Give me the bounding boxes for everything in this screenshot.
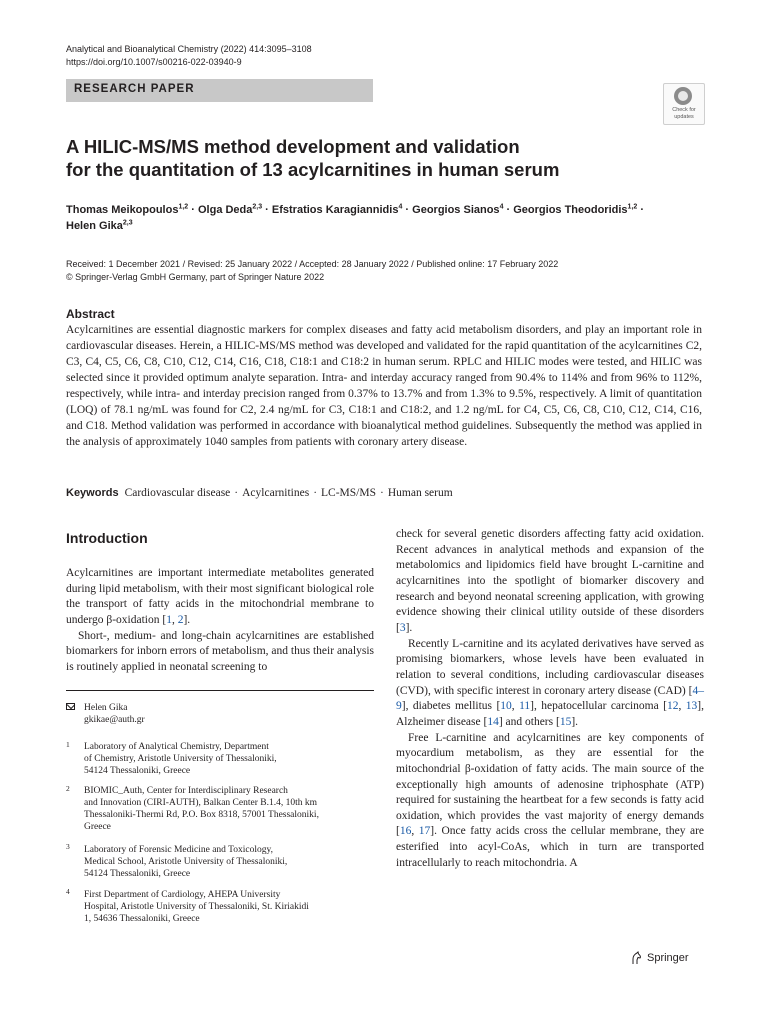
author-affiliation-sup: 2,3 — [122, 219, 133, 227]
paragraph: Free L-carnitine and acylcarnitines are key components of myocardium metabolism, as they are essential for the mitochondrial β-oxidation of fatty acids. The main source of the exceptionally high amounts of adenosine triphosphate (ATP) required for sustaining the heartbeat for a few seconds is fatty acid oxidation, which provides the vast majority of energy demands [16, 17]. Once fatty acids cross the cellular membrane, they are esterified into acyl-CoAs, which in turn are transported intracellularly to reach mitochondria. A — [396, 731, 705, 869]
article-type-band — [66, 79, 373, 102]
citation-link[interactable]: 10 — [500, 700, 512, 713]
author-affiliation-sup: 4 — [499, 203, 504, 211]
springer-horse-icon — [630, 951, 642, 965]
update-icon — [674, 87, 692, 105]
affiliation: First Department of Cardiology, AHEPA University Hospital, Aristotle University of Thessaloniki, St. Kiriakidi 1, 54636 Thessaloniki, Greece — [84, 890, 309, 924]
citation-link[interactable]: 4–9 — [396, 684, 704, 713]
author-affiliation-sup: 1,2 — [178, 203, 189, 211]
keyword: Cardiovascular disease — [124, 487, 231, 499]
author-affiliation-sup: 4 — [398, 203, 403, 211]
check-for-updates-text: Check for updates — [672, 107, 696, 120]
affiliation-number: 2 — [66, 784, 70, 793]
paragraph: Recently L-carnitine and its acylated derivatives have served as promising biomarkers, whose levels have been evaluated in relation to several conditions, including cardiovascular diseases (CVD), with specific interest in coronary artery disease (CAD) [4–9], diabetes mellitus [10, 11], hepatocellular carcinoma [12, 13], Alzheimer disease [14] and others [15]. — [396, 637, 704, 728]
paragraph: Short-, medium- and long-chain acylcarnitines are established biomarkers for inborn errors of metabolism, and thus their analysis is routinely applied in neonatal screening to — [66, 629, 374, 673]
intro-left-column — [66, 566, 374, 676]
keywords-label: Keywords — [66, 487, 119, 499]
citation-link[interactable]: 1 — [166, 613, 172, 626]
affiliation-number: 4 — [66, 887, 70, 896]
publication-dates — [66, 258, 706, 284]
citation-link[interactable]: 11 — [519, 700, 531, 713]
author-name: Georgios Theodoridis — [513, 204, 628, 216]
journal-citation — [66, 43, 312, 69]
check-for-updates-badge[interactable] — [663, 83, 705, 125]
introduction-heading: Introduction — [66, 530, 148, 546]
contact-name: Helen Gika — [84, 703, 128, 713]
abstract-heading: Abstract — [66, 307, 115, 321]
affiliation-number: 3 — [66, 842, 70, 851]
article-type-label: RESEARCH PAPER — [74, 83, 195, 95]
citation-link[interactable]: 12 — [666, 700, 679, 713]
contact-email[interactable]: gkikae@auth.gr — [84, 715, 145, 725]
affiliation: Laboratory of Analytical Chemistry, Department of Chemistry, Aristotle University of Thessaloniki, 54124 Thessaloniki, Greece — [84, 742, 277, 776]
intro-right-column — [396, 527, 704, 871]
author-name: Thomas Meikopoulos — [66, 204, 179, 216]
author-name: Georgios Sianos — [412, 204, 500, 216]
abstract-text: Acylcarnitines are essential diagnostic markers for complex diseases and fatty acid metabolism disorders, and play an important role in cardiovascular diseases. Herein, a HILIC-MS/MS method was developed and validated for the rapid quantitation of the acylcarnitines C2, C3, C4, C5, C6, C8, C10, C12, C14, C16, C18, C18:1 and C18:2 in human serum. RPLC and HILIC modes were tested, and HILIC was selected since it provided optimum analyte separation. Intra- and interday accuracy ranged from 90.4% to 114% and from 96% to 112%, respectively, while intra- and interday precision ranged from 0.37% to 13.7% and from 1.3% to 9.5%, respectively. A limit of quantitation (LOQ) of 78.1 ng/mL was found for C2, 2.4 ng/mL for C3, C18:1 and C18:2, and 1.2 ng/mL for C4, C5, C6, C8, C10, C12, C14, C16, and C18. Method validation was performed in accordance with bioanalytical method guidelines. Subsequently the method was applied in the analysis of approximately 1040 samples from patients with coronary artery disease. — [66, 324, 702, 448]
keyword: Acylcarnitines — [242, 487, 310, 499]
citation-link[interactable]: 3 — [399, 621, 406, 634]
paragraph: check for several genetic disorders affecting fatty acid oxidation. Recent advances in analytical methods and expansion of the metabolomics and lipidomics field have brought L-carnitine and acylcarnitines into the spotlight of biomarker discovery and research and beyond neonatal screening application, with growing evidence showing their clinical utility outside of these disorders [3]. — [396, 528, 704, 634]
affiliation-number: 1 — [66, 740, 70, 749]
corresponding-author — [84, 702, 145, 726]
affiliation: Laboratory of Forensic Medicine and Toxicology, Medical School, Aristotle University of Thessaloniki, 54124 Thessaloniki, Greece — [84, 845, 288, 879]
publisher-logo-text: Springer — [647, 952, 689, 964]
keyword: Human serum — [387, 487, 453, 499]
author-list: Thomas Meikopoulos$^{1,2}$ · Olga Deda$^{2,3}$ · Efstratios Karagiannidis$^4$ · Georgios Sianos$^4$ · Georgios Theodoridis$^{1,2}$ · Helen Gika$^{2,3}$ — [66, 203, 645, 232]
author-name: Efstratios Karagiannidis — [271, 204, 399, 216]
affiliation: BIOMIC_Auth, Center for Interdisciplinary Research and Innovation (CIRI-AUTH), Balkan Center B.1.4, 10th km Thessaloniki-Thermi Rd, P.O. Box 8318, 57001 Thessaloniki, Greece — [84, 786, 319, 832]
keyword: LC-MS/MS — [321, 487, 376, 499]
author-affiliation-sup: 1,2 — [627, 203, 638, 211]
footnote-divider — [66, 690, 374, 691]
email-envelope-icon — [66, 703, 75, 710]
doi-link[interactable]: https://doi.org/10.1007/s00216-022-03940-9 — [66, 57, 242, 67]
citation-link[interactable]: 14 — [487, 715, 499, 728]
citation-link[interactable]: 15 — [559, 715, 572, 728]
history-dates: Received: 1 December 2021 / Revised: 25 January 2022 / Accepted: 28 January 2022 / Published online: 17 February 2022 — [66, 259, 559, 269]
citation-link[interactable]: 13 — [685, 700, 698, 713]
citation-link[interactable]: 2 — [177, 613, 184, 626]
paragraph: Acylcarnitines are important intermediate metabolites generated during lipid metabolism, with their most significant biological role the transport of fatty acids in the mitochondrial membrane to undergo β-oxidation [1, 2]. — [66, 567, 374, 626]
copyright: © Springer-Verlag GmbH Germany, part of Springer Nature 2022 — [66, 272, 325, 282]
author-name: Helen Gika — [66, 220, 123, 232]
author-name: Olga Deda — [197, 204, 253, 216]
citation-link[interactable]: 16 — [399, 825, 412, 838]
citation-link[interactable]: 17 — [418, 825, 431, 838]
keywords-line: Keywords Cardiovascular disease · Acylcarnitines · LC-MS/MS · Human serum — [66, 487, 453, 499]
author-affiliation-sup: 2,3 — [252, 203, 263, 211]
article-title: A HILIC-MS/MS method development and validation for the quantitation of 13 acylcarnitines in human serum — [66, 136, 560, 180]
journal-reference: Analytical and Bioanalytical Chemistry (2022) 414:3095–3108 — [66, 44, 312, 54]
